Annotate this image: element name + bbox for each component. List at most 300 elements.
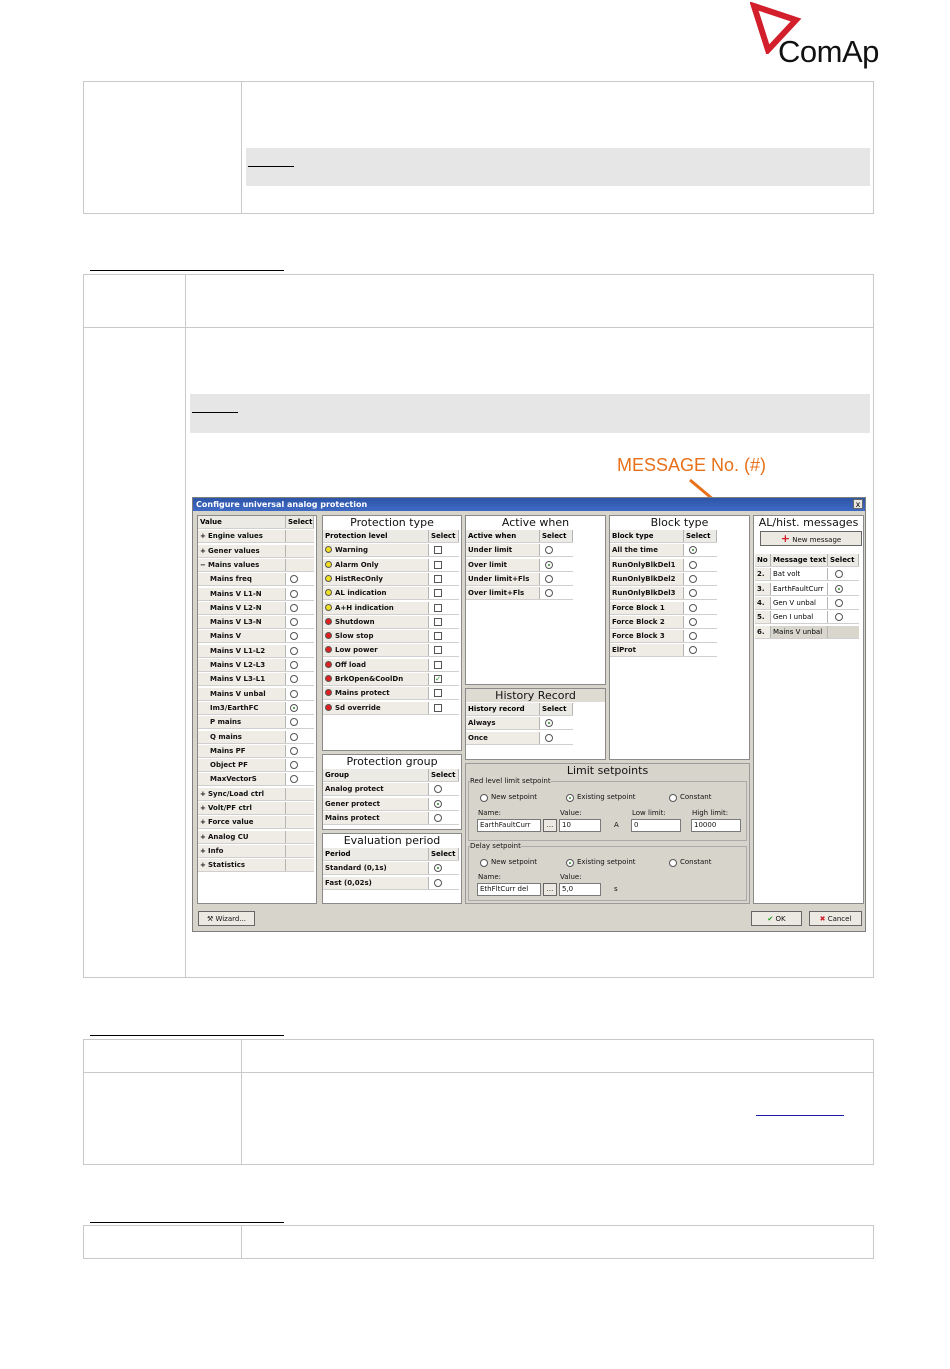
row-label (610, 544, 684, 556)
grid-header-cell: Select (540, 703, 573, 715)
evaluation-period-title: Evaluation period (343, 834, 441, 847)
grid-header-cell: Select (429, 530, 459, 542)
select-radio[interactable] (545, 561, 553, 569)
grid-header-row (323, 848, 459, 861)
grid-header-cell: Select (540, 530, 573, 542)
tree-label (198, 845, 286, 857)
delay-unit: s (614, 885, 618, 893)
grid-header-cell: No (755, 554, 771, 566)
tree-label (198, 688, 286, 700)
tree-label (198, 588, 286, 600)
row-label (323, 559, 429, 571)
message-number: 2. (755, 568, 771, 580)
tree-label-text: Mains V L2-N (210, 603, 262, 612)
select-checkbox[interactable] (434, 704, 442, 712)
expand-toggle-icon[interactable]: − (200, 560, 206, 569)
row-label (323, 783, 429, 795)
select-radio[interactable] (290, 632, 298, 640)
group-select-cell (286, 788, 314, 800)
select-radio[interactable] (689, 604, 697, 612)
tree-label (198, 545, 286, 557)
grid-header-row (323, 769, 459, 782)
select-radio[interactable] (290, 675, 298, 683)
table-row[interactable] (323, 616, 459, 629)
table-row[interactable] (323, 877, 459, 890)
row-label (466, 717, 540, 729)
select-radio[interactable] (835, 585, 843, 593)
row-label-text: Once (468, 733, 488, 742)
tree-row[interactable] (198, 616, 314, 629)
table-row[interactable] (466, 717, 573, 730)
table-row[interactable] (323, 659, 459, 672)
tree-label-text: Mains V L2-L3 (210, 661, 266, 669)
row-label (323, 673, 429, 685)
tree-row[interactable] (198, 530, 314, 543)
ok-label: OK (775, 915, 786, 923)
new-message-button[interactable] (760, 531, 862, 546)
cancel-button[interactable] (809, 911, 862, 926)
tree-row[interactable] (198, 859, 314, 872)
tree-label-text: MaxVectorS (210, 775, 257, 784)
row-label-text: RunOnlyBlkDel2 (612, 574, 676, 583)
table-row[interactable] (610, 559, 717, 572)
row-label-text: All the time (612, 546, 658, 555)
table-row[interactable] (323, 559, 459, 572)
message-row[interactable] (755, 597, 859, 610)
delay-name-field[interactable]: EthFltCurr del (477, 883, 541, 896)
table-row[interactable] (323, 687, 459, 700)
grid-header-cell: Period (323, 848, 429, 860)
select-radio[interactable] (545, 589, 553, 597)
protection-group-title: Protection group (346, 755, 438, 768)
row-label (323, 644, 429, 656)
select-checkbox[interactable] (434, 589, 442, 597)
table-row[interactable] (610, 544, 717, 557)
row-label-text: Alarm Only (335, 560, 379, 569)
tree-label-text: Mains V L3-L1 (210, 675, 266, 684)
tree-label (198, 773, 286, 785)
tree-label-text: Mains V (210, 632, 242, 641)
select-radio[interactable] (290, 733, 298, 741)
select-radio[interactable] (290, 604, 298, 612)
row-label-text: Mains protect (325, 813, 380, 822)
grid-header-cell: Select (429, 769, 459, 781)
table-row[interactable] (323, 798, 459, 811)
tree-row[interactable] (198, 716, 314, 729)
tree-row[interactable] (198, 645, 314, 658)
protection-group-panel (322, 754, 462, 830)
message-row[interactable] (755, 626, 859, 639)
limit-setpoints-title: Limit setpoints (566, 764, 649, 777)
tree-row[interactable] (198, 802, 314, 815)
tree-row[interactable] (198, 831, 314, 844)
level-dot-icon (325, 689, 332, 696)
select-radio[interactable] (835, 570, 843, 578)
tree-row[interactable] (198, 759, 314, 772)
select-radio[interactable] (290, 775, 298, 783)
select-radio[interactable] (689, 546, 697, 554)
row-label-text: RunOnlyBlkDel1 (612, 560, 676, 569)
row-label (610, 644, 684, 656)
red-new-setpoint-label: New setpoint (491, 793, 538, 801)
tree-row[interactable] (198, 845, 314, 858)
table-row[interactable] (323, 862, 459, 875)
message-text: Gen V unbal (771, 597, 828, 609)
row-label (323, 573, 429, 585)
tree-label (198, 859, 286, 871)
tree-label-text: Mains PF (210, 746, 246, 755)
history-record-panel (465, 688, 606, 760)
table-row[interactable] (323, 702, 459, 715)
table-row[interactable] (610, 602, 717, 615)
row-label (610, 630, 684, 642)
tree-label (198, 673, 286, 685)
table-row[interactable] (323, 630, 459, 643)
red-new-setpoint-radio[interactable] (480, 794, 488, 802)
select-checkbox[interactable] (434, 661, 442, 669)
select-radio[interactable] (545, 575, 553, 583)
row-label-text: A+H indication (335, 603, 394, 612)
close-icon[interactable]: x (853, 499, 863, 509)
row-label-text: Under limit (468, 546, 513, 555)
block-type-title: Block type (650, 516, 709, 529)
table-row[interactable] (466, 559, 573, 572)
delay-value-field[interactable]: 5,0 (559, 883, 601, 896)
select-radio[interactable] (290, 704, 298, 712)
tree-label-text: Statistics (208, 861, 246, 870)
delay-new-setpoint-label: New setpoint (491, 858, 538, 866)
select-checkbox[interactable] (434, 632, 442, 640)
select-radio[interactable] (689, 632, 697, 640)
parameter-table-4 (83, 1225, 874, 1259)
parameter-table-3 (83, 1039, 874, 1165)
level-dot-icon (325, 661, 332, 668)
evaluation-period-panel (322, 833, 462, 904)
delay-group-label: Delay setpoint (470, 842, 521, 850)
level-dot-icon (325, 618, 332, 625)
expand-toggle-icon[interactable]: + (200, 789, 206, 798)
tree-label (198, 602, 286, 614)
tree-row[interactable] (198, 816, 314, 829)
red-value-field[interactable]: 10 (559, 819, 601, 832)
row-label-text: Low power (335, 646, 378, 655)
row-label-text: Off load (335, 660, 367, 669)
group-select-cell (286, 831, 314, 843)
select-radio[interactable] (689, 646, 697, 654)
row-label (466, 732, 540, 744)
table-row[interactable] (323, 573, 459, 586)
new-message-label: New message (792, 536, 842, 544)
tree-label-text: Mains values (208, 560, 260, 569)
tree-label-text: P mains (210, 718, 242, 727)
row-label (323, 702, 429, 714)
tree-label-text: Mains freq (210, 575, 252, 584)
delay-name-label: Name: (478, 873, 502, 881)
note-label-underline-2 (192, 412, 238, 413)
expand-toggle-icon[interactable]: + (200, 532, 206, 541)
tree-label-text: Engine values (208, 532, 263, 541)
table-row[interactable] (323, 644, 459, 657)
row-label-text: Fast (0,02s) (325, 878, 372, 887)
expand-toggle-icon[interactable]: + (200, 832, 206, 841)
grid-header-cell: Select (288, 518, 313, 526)
tree-label-text: Volt/PF ctrl (208, 804, 252, 812)
tree-row[interactable] (198, 573, 314, 586)
limit-setpoints-panel (465, 763, 750, 904)
red-existing-setpoint-radio[interactable] (566, 794, 574, 802)
select-radio[interactable] (290, 690, 298, 698)
select-checkbox[interactable] (434, 689, 442, 697)
message-row[interactable] (755, 583, 859, 596)
tree-label (198, 759, 286, 771)
messages-title: AL/hist. messages (758, 516, 859, 529)
tree-label (198, 816, 286, 828)
select-radio[interactable] (290, 718, 298, 726)
select-radio[interactable] (290, 618, 298, 626)
row-label-text: Shutdown (335, 617, 375, 626)
row-label-text: Over limit (468, 560, 507, 569)
red-constant-radio[interactable] (669, 794, 677, 802)
expand-toggle-icon[interactable]: + (200, 546, 206, 555)
row-label (466, 573, 540, 585)
tree-row[interactable] (198, 659, 314, 672)
tree-row[interactable] (198, 688, 314, 701)
tree-row[interactable] (198, 731, 314, 744)
delay-new-setpoint-radio[interactable] (480, 859, 488, 867)
grid-header-cell: Select (828, 554, 859, 566)
red-high-field[interactable]: 10000 (691, 819, 741, 832)
group-select-cell (286, 859, 314, 871)
red-high-label: High limit: (692, 809, 729, 817)
red-value-label: Value: (560, 809, 582, 817)
wizard-label: Wizard... (215, 915, 247, 923)
row-label (466, 587, 540, 599)
table-row[interactable] (610, 573, 717, 586)
tree-label (198, 788, 286, 800)
expand-toggle-icon[interactable]: + (200, 861, 206, 870)
tree-row[interactable] (198, 788, 314, 801)
level-dot-icon (325, 546, 332, 553)
select-radio[interactable] (434, 814, 442, 822)
message-row[interactable] (755, 568, 859, 581)
row-label (610, 573, 684, 585)
protection-type-panel (322, 515, 462, 751)
level-dot-icon (325, 704, 332, 711)
table-row[interactable] (323, 812, 459, 825)
check-icon: ✔ (767, 915, 774, 923)
group-select-cell (286, 845, 314, 857)
expand-toggle-icon[interactable]: + (200, 846, 206, 855)
group-select-cell (286, 802, 314, 814)
level-dot-icon (325, 589, 332, 596)
table-row[interactable] (610, 630, 717, 643)
section-heading-4 (90, 1222, 284, 1223)
row-label-text: Gener protect (325, 799, 380, 808)
grid-header-row (323, 530, 459, 543)
tree-label-text: Im3/EarthFC (210, 703, 259, 712)
row-label-text: Sd override (335, 703, 381, 712)
row-label (323, 616, 429, 628)
select-radio[interactable] (290, 575, 298, 583)
red-name-field[interactable]: EarthFaultCurr (477, 819, 541, 832)
cancel-label: Cancel (827, 915, 852, 923)
tree-row[interactable] (198, 545, 314, 558)
delay-value-label: Value: (560, 873, 582, 881)
table-row[interactable] (323, 673, 459, 686)
grid-header-row (610, 530, 717, 543)
tree-row[interactable] (198, 559, 314, 572)
row-label (610, 587, 684, 599)
select-radio[interactable] (545, 546, 553, 554)
wizard-button[interactable] (198, 911, 255, 926)
red-low-field[interactable]: 0 (631, 819, 681, 832)
message-number: 5. (755, 611, 771, 623)
row-label (323, 877, 429, 889)
tree-label (198, 716, 286, 728)
active-when-title: Active when (501, 516, 570, 529)
select-checkbox[interactable] (434, 575, 442, 583)
tree-row[interactable] (198, 773, 314, 786)
select-radio[interactable] (434, 864, 442, 872)
grid-header-cell: Group (323, 769, 429, 781)
select-radio[interactable] (689, 589, 697, 597)
tree-label-text: Mains V L1-L2 (210, 646, 266, 655)
table-row[interactable] (323, 587, 459, 600)
grid-header-row (198, 516, 314, 529)
table-row[interactable] (466, 544, 573, 557)
tree-label-text: Mains V L3-N (210, 618, 262, 627)
tree-label (198, 745, 286, 757)
row-label-text: Force Block 1 (612, 603, 665, 612)
select-radio[interactable] (835, 613, 843, 621)
table-row[interactable] (466, 732, 573, 745)
row-label (610, 602, 684, 614)
wand-icon: ⚒ (206, 915, 214, 923)
select-radio[interactable] (290, 590, 298, 598)
tree-label-text: Analog CU (208, 832, 249, 841)
ok-button[interactable] (751, 911, 802, 926)
select-radio[interactable] (290, 647, 298, 655)
select-radio[interactable] (434, 785, 442, 793)
select-radio[interactable] (434, 879, 442, 887)
table-row[interactable] (323, 544, 459, 557)
expand-toggle-icon[interactable]: + (200, 804, 206, 812)
red-browse-button[interactable]: ... (543, 819, 557, 832)
delay-browse-button[interactable]: ... (543, 883, 557, 896)
select-radio[interactable] (689, 618, 697, 626)
red-name-label: Name: (478, 809, 502, 817)
row-label-text: Under limit+Fls (468, 574, 530, 583)
row-label (323, 544, 429, 556)
select-radio[interactable] (290, 661, 298, 669)
table-row[interactable] (323, 602, 459, 615)
table-row[interactable] (466, 573, 573, 586)
table-row[interactable] (610, 587, 717, 600)
table-row[interactable] (466, 587, 573, 600)
tree-label-text: Info (208, 846, 224, 855)
select-radio[interactable] (689, 575, 697, 583)
row-label-text: Slow stop (335, 632, 374, 641)
section-heading-2 (90, 270, 284, 271)
level-dot-icon (325, 632, 332, 639)
tree-label-text: Q mains (210, 732, 242, 741)
select-checkbox[interactable]: ✓ (435, 675, 441, 683)
tree-row[interactable] (198, 702, 314, 715)
select-checkbox[interactable] (434, 646, 442, 654)
level-dot-icon (325, 675, 332, 682)
select-radio[interactable] (545, 734, 553, 742)
tree-label (198, 702, 286, 714)
select-radio[interactable] (290, 747, 298, 755)
row-label (323, 630, 429, 642)
select-checkbox[interactable] (434, 561, 442, 569)
expand-toggle-icon[interactable]: + (200, 818, 206, 827)
table-row[interactable] (610, 616, 717, 629)
message-number: 6. (755, 626, 771, 638)
tree-row[interactable] (198, 588, 314, 601)
tree-label (198, 831, 286, 843)
protection-type-title: Protection type (350, 516, 434, 529)
message-text: Gen I unbal (771, 611, 828, 623)
select-checkbox[interactable] (434, 604, 442, 612)
tree-label (198, 659, 286, 671)
tree-row[interactable] (198, 673, 314, 686)
tree-label (198, 573, 286, 585)
grid-header-row (755, 554, 859, 567)
select-checkbox[interactable] (434, 618, 442, 626)
level-dot-icon (325, 561, 332, 568)
row-label (466, 559, 540, 571)
history-record-title: History Record (466, 689, 605, 702)
select-radio[interactable] (290, 761, 298, 769)
red-low-label: Low limit: (632, 809, 666, 817)
grid-header-row (466, 530, 573, 543)
row-label-text: Analog protect (325, 785, 384, 794)
select-checkbox[interactable] (434, 546, 442, 554)
tree-row[interactable] (198, 745, 314, 758)
select-radio[interactable] (434, 800, 442, 808)
message-row[interactable] (755, 611, 859, 624)
cross-reference-link[interactable] (756, 1115, 844, 1116)
row-label-text: Standard (0,1s) (325, 864, 387, 873)
level-dot-icon (325, 575, 332, 582)
tree-label (198, 559, 286, 571)
grid-header-cell: Select (684, 530, 717, 542)
level-dot-icon (325, 604, 332, 611)
select-radio[interactable] (689, 561, 697, 569)
message-number-annotation: MESSAGE No. (#) (617, 455, 767, 475)
delay-existing-setpoint-radio[interactable] (566, 859, 574, 867)
row-label (323, 602, 429, 614)
table-row[interactable] (323, 783, 459, 796)
table-row[interactable] (610, 644, 717, 657)
select-radio[interactable] (835, 599, 843, 607)
block-type-panel (609, 515, 750, 760)
message-text: Bat volt (771, 568, 828, 580)
tree-row[interactable] (198, 602, 314, 615)
delay-constant-radio[interactable] (669, 859, 677, 867)
value-panel (197, 515, 317, 904)
message-number: 3. (755, 583, 771, 595)
tree-row[interactable] (198, 630, 314, 643)
tree-label (198, 530, 286, 542)
row-label-text: Mains protect (335, 689, 390, 698)
tree-label (198, 731, 286, 743)
group-select-cell (286, 816, 314, 828)
note-label-underline-1 (248, 166, 294, 167)
row-label-text: Always (468, 719, 496, 728)
select-radio[interactable] (545, 719, 553, 727)
